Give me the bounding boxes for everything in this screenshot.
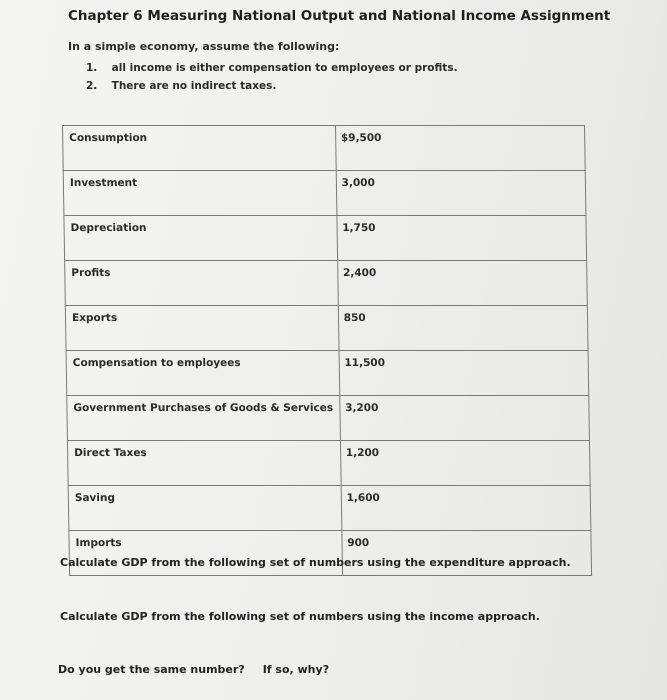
table-row <box>64 216 587 261</box>
row-value: 11,500 <box>339 351 589 396</box>
table-row <box>65 261 588 306</box>
row-value: 2,400 <box>337 261 587 306</box>
question-why-text: If so, why? <box>262 663 330 676</box>
intro-text: In a simple economy, assume the following: <box>68 40 340 53</box>
table-row <box>68 486 591 531</box>
conditions-list <box>86 62 458 98</box>
question-expenditure: Calculate GDP from the following set of numbers using the expenditure approach. <box>60 556 571 569</box>
row-value: 850 <box>338 306 588 351</box>
table-row <box>67 396 590 441</box>
row-label: Investment <box>63 171 336 216</box>
row-label: Depreciation <box>64 216 337 261</box>
row-value: 3,200 <box>339 396 589 441</box>
row-label: Government Purchases of Goods & Services <box>67 396 340 441</box>
economy-data-table <box>62 125 592 576</box>
row-label: Profits <box>65 261 338 306</box>
row-value: $9,500 <box>335 126 585 171</box>
table-row <box>66 351 589 396</box>
condition-number: 2. <box>86 80 98 92</box>
condition-item <box>86 62 458 80</box>
page-title: Chapter 6 Measuring National Output and National Income Assignment <box>68 8 611 24</box>
row-label: Imports <box>69 531 342 576</box>
condition-number: 1. <box>86 62 98 74</box>
table-row <box>65 306 588 351</box>
condition-item <box>86 80 458 98</box>
row-label: Consumption <box>63 126 336 171</box>
question-same-number-text: Do you get the same number? <box>58 663 245 676</box>
condition-text: There are no indirect taxes. <box>111 80 277 92</box>
row-value: 3,000 <box>336 171 586 216</box>
row-value: 1,600 <box>341 486 591 531</box>
table-row <box>63 126 586 171</box>
question-same-number <box>58 663 329 676</box>
row-label: Direct Taxes <box>67 441 340 486</box>
row-value: 900 <box>342 531 592 576</box>
condition-text: all income is either compensation to employees or profits. <box>111 62 458 74</box>
row-value: 1,750 <box>337 216 587 261</box>
question-income: Calculate GDP from the following set of numbers using the income approach. <box>60 610 540 623</box>
row-label: Saving <box>68 486 341 531</box>
table-row <box>67 441 590 486</box>
row-value: 1,200 <box>340 441 590 486</box>
row-label: Compensation to employees <box>66 351 339 396</box>
row-label: Exports <box>65 306 338 351</box>
table-row <box>63 171 586 216</box>
